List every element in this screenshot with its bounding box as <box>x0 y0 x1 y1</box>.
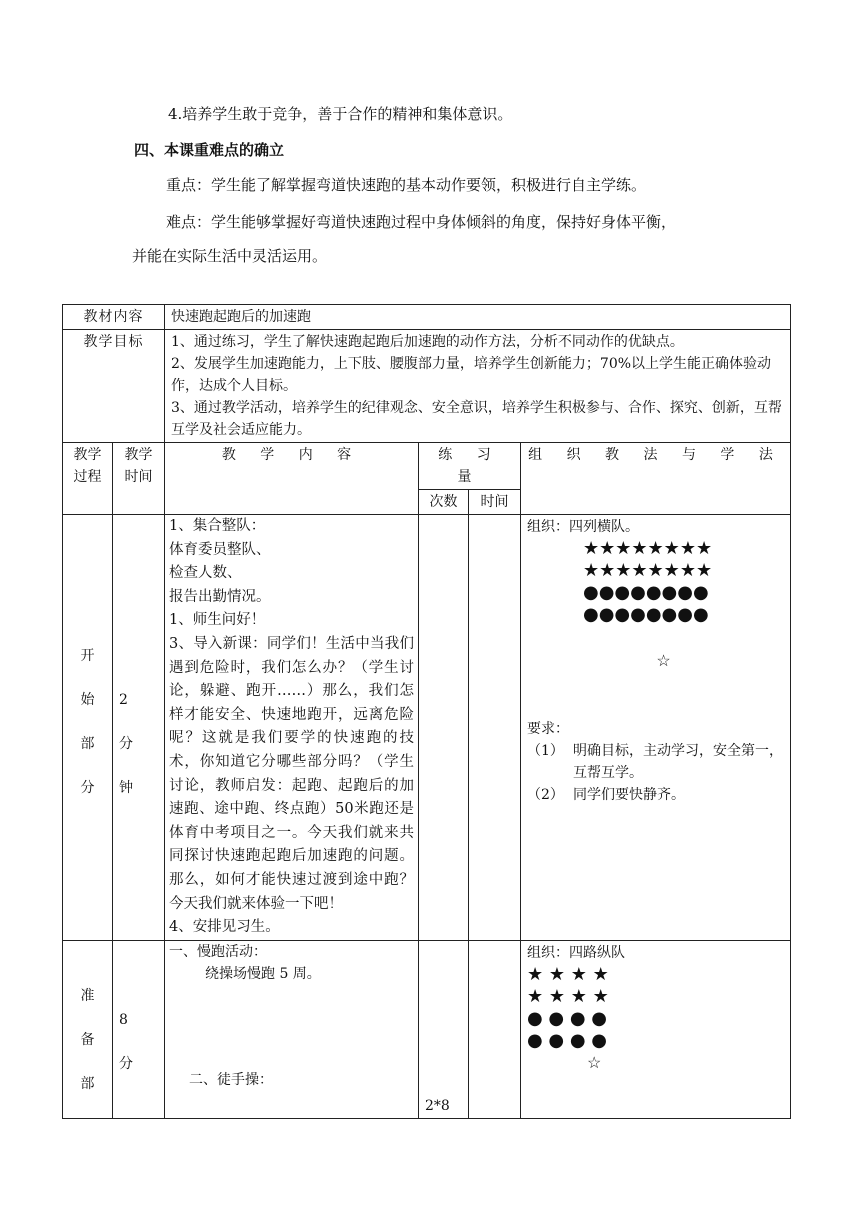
key-point: 重点：学生能了解掌握弯道快速跑的基本动作要领，积极进行自主学练。 <box>166 176 647 194</box>
formation-row: ★★★★★★★★ <box>583 560 713 581</box>
stage-char: 分 <box>80 780 95 796</box>
goal-list <box>165 330 791 443</box>
goal-item: 2、发展学生加速跑能力，上下肢、腰腹部力量，培养学生创新能力；70%以上学生能正确体验动作，达成个人目标。 <box>171 356 772 394</box>
content-label: 教材内容 <box>63 305 165 330</box>
stage-char: 始 <box>80 692 95 708</box>
content-line: 3、导入新课：同学们！生活中当我们遇到危险时，我们怎么办？（学生讨论，躲避、跑开……）那么，我们怎样才能安全、快速地跑开，远离危险呢？这就是我们要学的快速跑的技术，你知道它分哪些部分吗？（学生讨论，教师启发：起跑、起跑后的加速跑、途中跑、终点跑）50米跑还是体育中考项目之一。今天我们就来共同探讨快速跑起跑后加速跑的问题。那么，如何才能快速过渡到途中跑？今天我们就来体验一下吧！ <box>169 635 414 912</box>
table-row <box>63 443 791 490</box>
duration-start <box>469 515 521 941</box>
req-text: 同学们要快静齐。 <box>573 787 685 803</box>
lesson-plan-table <box>62 304 791 1119</box>
stage-prep <box>63 940 113 1118</box>
header-practice: 练 习 量 <box>419 443 521 490</box>
formation <box>527 964 784 1052</box>
stage-start <box>63 515 113 941</box>
time-char: 分 <box>119 1055 133 1072</box>
method-start <box>521 515 791 941</box>
duration-prep <box>469 940 521 1118</box>
header-duration: 时间 <box>469 490 521 515</box>
stage-char: 准 <box>80 987 95 1004</box>
header-text: 教学 <box>73 447 102 463</box>
teacher-position-icon: ☆ <box>656 651 671 670</box>
time-prep <box>113 940 165 1118</box>
section-title: 四、本课重难点的确立 <box>134 141 285 159</box>
stage-char: 备 <box>80 1031 95 1048</box>
goal-item: 1、通过练习，学生了解快速跑起跑后加速跑的动作方法，分析不同动作的优缺点。 <box>171 334 684 350</box>
table-row <box>63 305 791 330</box>
requirement-item <box>527 740 784 784</box>
header-count: 次数 <box>419 490 469 515</box>
content-line: 4、安排见习生。 <box>169 919 280 936</box>
time-char: 分 <box>119 736 133 752</box>
table-row <box>63 940 791 1118</box>
content-line: 绕操场慢跑 5 周。 <box>205 965 321 982</box>
header-process <box>63 443 113 515</box>
time-char: 8 <box>119 1011 128 1028</box>
content-value: 快速跑起跑后的加速跑 <box>165 305 791 330</box>
formation <box>527 538 784 626</box>
time-char: 钟 <box>119 780 133 796</box>
formation-row: ●●●●●●●● <box>583 604 709 625</box>
content-line: 检查人数、 <box>169 565 242 582</box>
content-line: 报告出勤情况。 <box>169 588 271 605</box>
header-text: 教学 <box>124 447 153 463</box>
header-text: 过程 <box>73 469 102 485</box>
formation-row: ★ ★ ★ ★ <box>527 963 609 985</box>
req-num: （1） <box>527 743 564 759</box>
time-char: 2 <box>119 692 128 708</box>
org-title: 组织：四列横队。 <box>527 519 639 535</box>
objective-item-4: 4.培养学生敢于竞争，善于合作的精神和集体意识。 <box>168 105 513 123</box>
stage-char: 部 <box>80 1075 95 1092</box>
table-row <box>63 515 791 941</box>
formation-row: ★ ★ ★ ★ <box>527 985 609 1007</box>
req-num: （2） <box>527 787 564 803</box>
count-prep <box>419 940 469 1118</box>
org-title: 组织：四路纵队 <box>527 944 625 961</box>
header-text: 时间 <box>124 469 153 485</box>
formation-row: ● ● ● ● <box>527 1029 607 1051</box>
count-start <box>419 515 469 941</box>
header-time <box>113 443 165 515</box>
content-prep <box>165 940 419 1118</box>
content-line: 二、徒手操： <box>189 1071 273 1088</box>
content-start <box>165 515 419 941</box>
time-start <box>113 515 165 941</box>
content-line: 体育委员整队、 <box>169 541 271 558</box>
header-method: 组 织 教 法 与 学 法 <box>521 443 791 515</box>
method-prep <box>521 940 791 1118</box>
requirement-item <box>527 784 784 806</box>
stage-char: 开 <box>80 648 95 664</box>
stage-char: 部 <box>80 736 95 752</box>
formation-row: ★★★★★★★★ <box>583 538 713 559</box>
content-line: 一、慢跑活动： <box>169 943 267 960</box>
goal-label: 教学目标 <box>63 330 165 443</box>
content-line: 1、师生问好！ <box>169 612 266 629</box>
req-text: 明确目标，主动学习，安全第一，互帮互学。 <box>573 743 783 781</box>
formation-row: ●●●●●●●● <box>583 582 709 603</box>
goal-item: 3、通过教学活动，培养学生的纪律观念、安全意识，培养学生积极参与、合作、探究、创新，互帮互学及社会适应能力。 <box>171 400 782 438</box>
header-content: 教 学 内 容 <box>165 443 419 515</box>
table-row <box>63 330 791 443</box>
teacher-position-icon: ☆ <box>587 1052 602 1072</box>
req-title: 要求： <box>527 721 569 737</box>
difficulty-line-1: 难点：学生能够掌握好弯道快速跑过程中身体倾斜的角度，保持好身体平衡， <box>166 213 677 231</box>
count-value: 2*8 <box>425 1097 450 1114</box>
difficulty-line-2: 并能在实际生活中灵活运用。 <box>132 247 328 265</box>
content-line: 1、集合整队： <box>169 518 266 534</box>
formation-row: ● ● ● ● <box>527 1007 607 1029</box>
